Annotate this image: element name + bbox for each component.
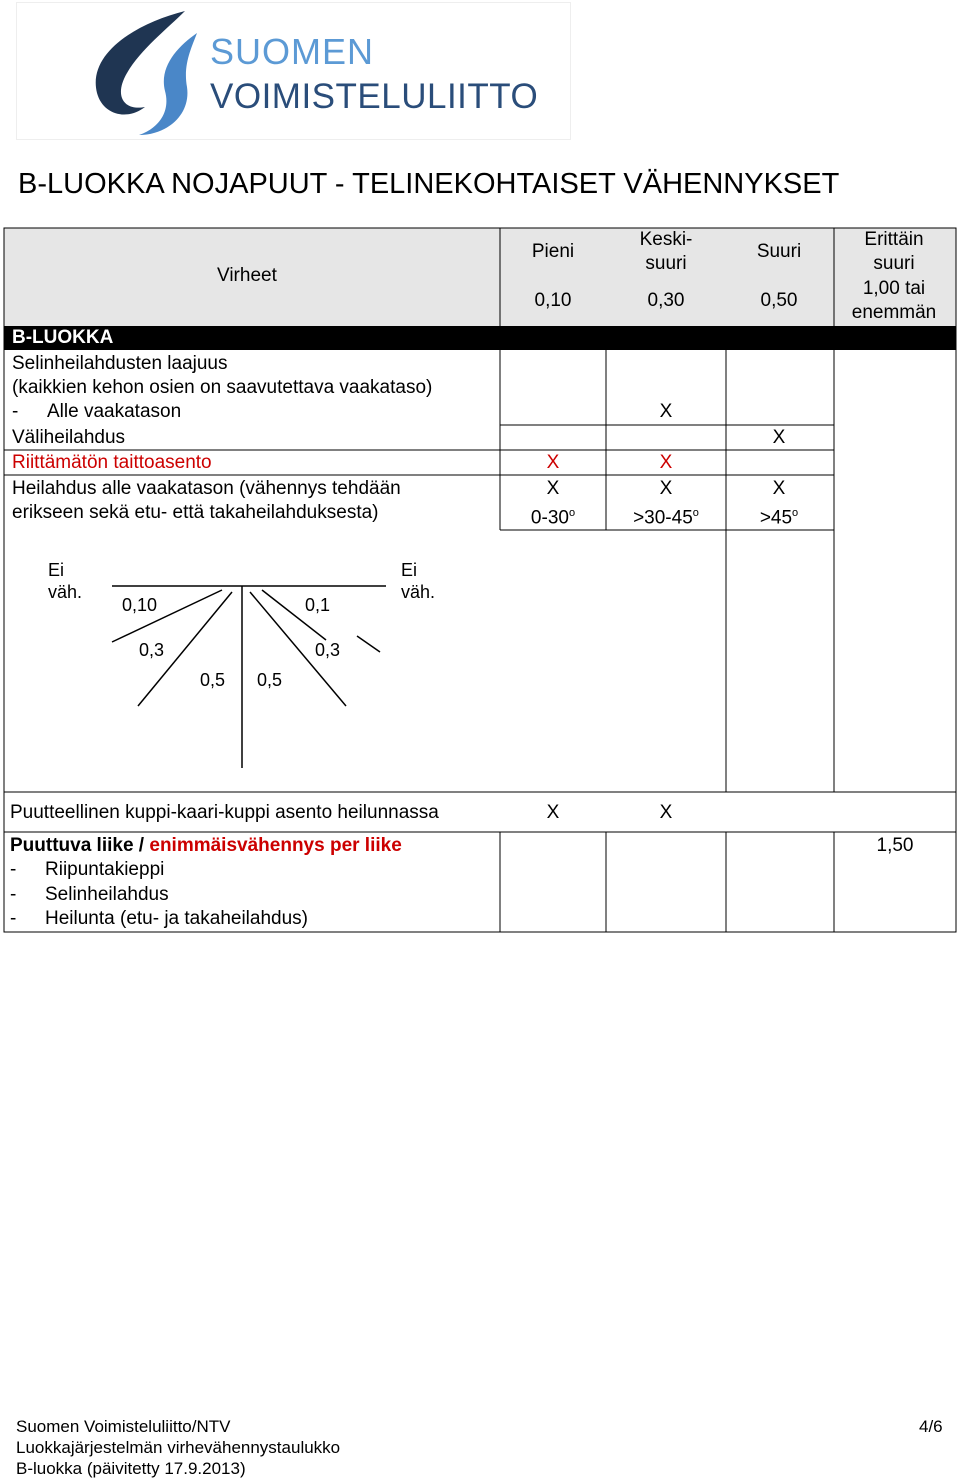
diagram-ei-left: Ei	[48, 560, 65, 580]
puuttuva-dash-3: -	[10, 908, 17, 929]
puuttuva-dash-1: -	[10, 859, 17, 880]
kuppi-mark-keski: X	[659, 802, 673, 823]
logo-line2: VOIMISTELULIITTO	[210, 77, 539, 116]
diagram-label-05-right: 0,5	[257, 670, 283, 690]
puuttuva-item-1: Riipuntakieppi	[45, 859, 165, 880]
diagram-vah-left: väh.	[48, 582, 83, 602]
row3-mark-pieni: X	[546, 452, 560, 473]
kuppi-row-label: Puutteellinen kuppi-kaari-kuppi asento heilunnassa	[10, 802, 439, 823]
page-number: 4/6	[919, 1417, 943, 1436]
row4-line1: Heilahdus alle vaakatason (vähennys tehdään	[12, 478, 401, 499]
page-title: B-LUOKKA NOJAPUUT - TELINEKOHTAISET VÄHENNYKSET	[18, 168, 840, 200]
section-title: B-LUOKKA	[12, 327, 114, 348]
puuttuva-dash-2: -	[10, 884, 17, 905]
header-erittain-4: enemmän	[851, 302, 937, 323]
puuttuva-item-2: Selinheilahdus	[45, 884, 169, 905]
diagram-label-03-left: 0,3	[139, 640, 165, 660]
footer-line3: B-luokka (päivitetty 17.9.2013)	[16, 1459, 246, 1478]
header-erittain-2: suuri	[873, 253, 915, 274]
diagram-label-03-right: 0,3	[315, 640, 341, 660]
row4-mark-keski: X	[659, 478, 673, 499]
diagram-ei-right: Ei	[401, 560, 418, 580]
row2-mark-suuri: X	[772, 427, 786, 448]
footer-line2: Luokkajärjestelmän virhevähennystaulukko	[16, 1438, 341, 1457]
footer-line1: Suomen Voimisteluliitto/NTV	[16, 1417, 231, 1436]
row4-mark-suuri: X	[772, 478, 786, 499]
diagram-vah-right: väh.	[401, 582, 436, 602]
header-erittain-3: 1,00 tai	[862, 278, 926, 299]
puuttuva-item-3: Heilunta (etu- ja takaheilahdus)	[45, 908, 308, 929]
row1-mark-keski: X	[659, 401, 673, 422]
row4-range-keski: $>30-45^o$	[633, 507, 699, 529]
header-value-pieni: 0,10	[534, 290, 572, 311]
row1-dash: -	[12, 401, 19, 422]
row3-label: Riittämätön taittoasento	[12, 452, 212, 473]
header-value-keski: 0,30	[647, 290, 685, 311]
header-erittain-1: Erittäin	[864, 229, 924, 250]
row1-line2: (kaikkien kehon osien on saavutettava vaakataso)	[12, 377, 433, 398]
header-value-suuri: 0,50	[760, 290, 798, 311]
puuttuva-value: 1,50	[876, 835, 914, 856]
kuppi-mark-pieni: X	[546, 802, 560, 823]
header-virheet: Virheet	[217, 265, 277, 286]
header-suuri: Suuri	[756, 241, 802, 262]
row2-label: Väliheilahdus	[12, 427, 126, 448]
header-keski-1: Keski-	[639, 229, 693, 250]
diagram-label-01: 0,1	[305, 595, 331, 615]
row3-mark-keski: X	[659, 452, 673, 473]
logo-line1: SUOMEN	[210, 31, 375, 72]
row1-line1: Selinheilahdusten laajuus	[12, 353, 228, 374]
row1-line3: Alle vaakatason	[47, 401, 182, 422]
header-keski-2: suuri	[645, 253, 687, 274]
row4-range-suuri: $>45^o$	[759, 507, 799, 529]
diagram-label-010: 0,10	[122, 595, 158, 615]
diagram-label-05-left: 0,5	[200, 670, 226, 690]
header-pieni: Pieni	[531, 241, 575, 262]
row4-range-pieni: 0-30$^o$	[530, 507, 576, 529]
row4-line2: erikseen sekä etu- että takaheilahduksesta)	[12, 502, 379, 523]
puuttuva-title: Puuttuva liike / enimmäisvähennys per liike	[10, 835, 402, 856]
row4-mark-pieni: X	[546, 478, 560, 499]
